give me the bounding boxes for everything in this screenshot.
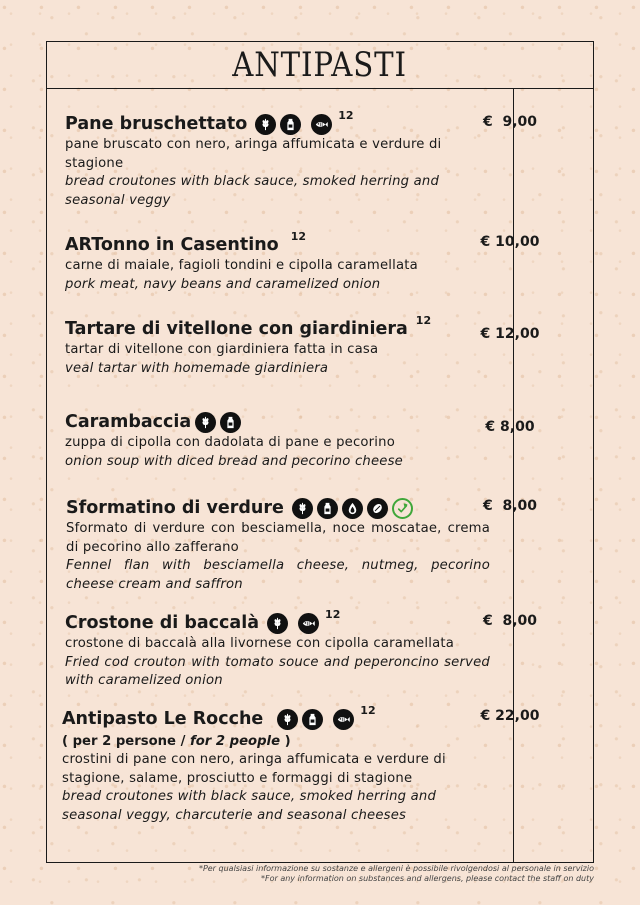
- description-en: veal tartar with homemade giardiniera: [65, 360, 329, 376]
- menu-item: [62, 704, 472, 825]
- egg-icon: [342, 498, 363, 519]
- menu-item: [65, 314, 465, 378]
- price-column-divider: [513, 88, 514, 862]
- description-en: Fennel flan with besciamella cheese, nutmeg, pecorino cheese cream and saffron: [66, 558, 490, 592]
- description-en: onion soup with diced bread and pecorino cheese: [65, 453, 403, 469]
- fish-icon: [311, 114, 332, 135]
- menu-item: [66, 496, 490, 594]
- allergen-ref: 12: [325, 608, 341, 621]
- nut-icon: [367, 498, 388, 519]
- allergen-ref: 12: [360, 704, 376, 717]
- allergen-ref: 12: [415, 314, 432, 327]
- dish-name: ARTonno in Casentino: [65, 235, 279, 255]
- footer-note-it: *Per qualsiasi informazione su sostanze e allergeni è possibile rivolgendosi al personale in servizio: [198, 864, 594, 873]
- price: € 12,00: [480, 326, 540, 342]
- milk-bottle-icon: [317, 498, 338, 519]
- serving-note: ( per 2 persone / for 2 people ): [62, 734, 291, 749]
- fish-icon: [333, 709, 354, 730]
- menu-item: [65, 410, 465, 471]
- dish-name: Sformatino di verdure: [66, 498, 284, 518]
- description-it: crostone di baccalà alla livornese con cipolla caramellata: [65, 636, 455, 651]
- milk-bottle-icon: [220, 412, 241, 433]
- wheat-icon: [267, 613, 288, 634]
- milk-bottle-icon: [280, 114, 301, 135]
- price: € 9,00: [482, 114, 538, 130]
- wheat-icon: [255, 114, 276, 135]
- menu-item: [65, 608, 490, 691]
- menu-item: [65, 230, 465, 294]
- description-en: bread croutones with black sauce, smoked herring and seasonal veggy: [65, 174, 440, 208]
- title-bar: [47, 42, 593, 89]
- menu-item: [65, 109, 465, 210]
- description-it: carne di maiale, fagioli tondini e cipolla caramellata: [65, 258, 418, 273]
- wheat-icon: [277, 709, 298, 730]
- description-en: Fried cod crouton with tomato souce and peperoncino served with caramelized onion: [65, 654, 490, 688]
- footer-note-en: *For any information on substances and allergens, please contact the staff on duty: [260, 873, 594, 883]
- dish-name: Tartare di vitellone con giardiniera: [65, 319, 408, 339]
- wheat-icon: [195, 412, 216, 433]
- description-it: tartar di vitellone con giardiniera fatta in casa: [65, 342, 379, 357]
- dish-name: Pane bruschettato: [65, 114, 248, 134]
- description-en: pork meat, navy beans and caramelized onion: [65, 276, 381, 292]
- dish-name: Crostone di baccalà: [65, 613, 260, 633]
- price: € 10,00: [480, 234, 540, 250]
- allergen-ref: 12: [290, 230, 307, 243]
- description-en: bread croutones with black sauce, smoked herring and seasonal veggy, charcuterie and seasonal cheeses: [62, 789, 437, 823]
- leaf-check-icon: [392, 498, 413, 519]
- description-it: zuppa di cipolla con dadolata di pane e pecorino: [65, 435, 395, 450]
- allergen-footer: [199, 864, 594, 883]
- description-it: crostini di pane con nero, aringa affumicata e verdure di stagione, salame, prosciutto e formaggi di stagione: [62, 752, 446, 786]
- wheat-icon: [292, 498, 313, 519]
- price: € 8,00: [482, 498, 538, 514]
- price: € 8,00: [485, 419, 535, 435]
- fish-icon: [298, 613, 319, 634]
- dish-name: Antipasto Le Rocche: [62, 709, 264, 729]
- allergen-ref: 12: [338, 109, 354, 122]
- price: € 8,00: [482, 613, 538, 629]
- price: € 22,00: [480, 708, 540, 724]
- dish-name: Carambaccia: [65, 412, 192, 432]
- description-it: Sformato di verdure con besciamella, noce moscatae, crema di pecorino allo zafferano: [66, 521, 490, 555]
- description-it: pane bruscato con nero, aringa affumicata e verdure di stagione: [65, 137, 442, 171]
- milk-bottle-icon: [302, 709, 323, 730]
- page-title: ANTIPASTI: [232, 45, 408, 85]
